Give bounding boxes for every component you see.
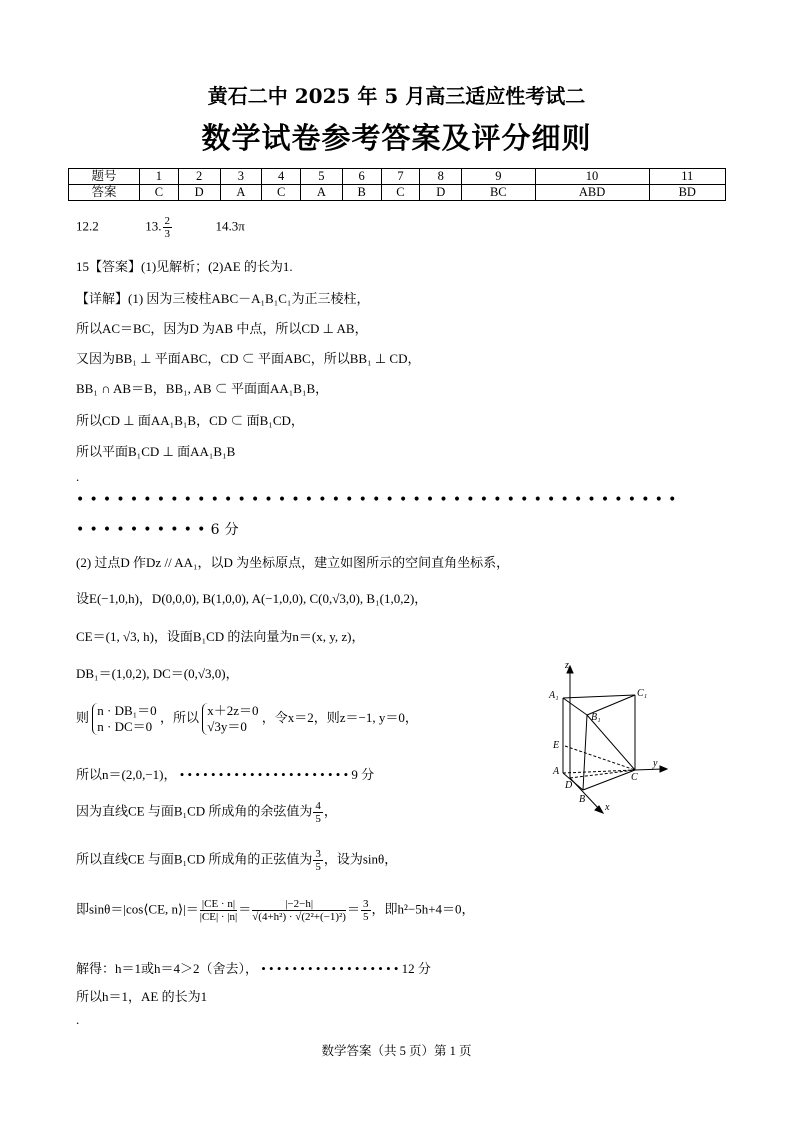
solution-line: . [76,469,80,484]
solution-line: CE＝(1, √3, h)，设面B₁CD 的法向量为n＝(x, y, z)， [76,629,365,644]
solution-line-system: 则 n · DB₁＝0 n · DC＝0 ，所以 x＋2z＝0 √3y＝0 ，令x＝2，则z＝−1, y＝0， [76,703,418,734]
page-subtitle: 数学试卷参考答案及评分细则 [201,121,592,155]
fill-in-answers [76,215,245,240]
answer-table-row-answers [69,185,726,201]
table-cell: BC [462,185,536,201]
solution-line: 所以CD ⊥ 面AA₁B₁B，CD ⊂ 面B₁CD， [76,413,304,428]
solution-line: 因为直线CE 与面B₁CD 所成角的余弦值为 $\frac{4}{5}$ ， [76,800,337,825]
figure-label: A [553,766,560,777]
figure-label: y [653,758,658,769]
table-cell: C [262,185,301,201]
table-cell: A [220,185,262,201]
figure-label: D [565,780,573,791]
solution-line: 设E(−1,0,h)，D(0,0,0), B(1,0,0), A(−1,0,0), C(0,√3,0), B₁(1,0,2)， [76,591,428,606]
table-cell: BD [649,185,726,201]
solution-line-9: 所以n＝(2,0,−1)， • • • • • • • • • • • • • • • • • • • • • • 9 分 [76,767,375,782]
solution-line: 所以AC＝BC，因为D 为AB 中点，所以CD ⊥ AB， [76,321,368,336]
table-cell: 8 [420,169,462,185]
table-cell: 11 [649,169,726,185]
page-title: 黄石二中 2025 年 5 月高三适应性考试二 [207,84,586,108]
solution-line: 所以直线CE 与面B₁CD 所成角的正弦值为 $\frac{3}{5}$ ，设为sinθ， [76,848,398,873]
score-dots-6: ••••••••••6分 [76,522,244,538]
table-cell: 3 [220,169,262,185]
solution-line: (2) 过点D 作Dz // AA₁，以D 为坐标原点，建立如图所示的空间直角坐标系， [76,555,510,570]
solution-line: 15【答案】(1)见解析；(2)AE 的长为1. [76,259,293,274]
figure-label: A₁ [549,690,559,701]
table-cell: 5 [301,169,343,185]
figure-label: C₁ [637,688,648,699]
table-cell: 1 [140,169,179,185]
table-cell: B [342,185,381,201]
figure-label: x [605,802,610,813]
answer-table [68,168,726,201]
solution-line: 所以h＝1，AE 的长为1 [76,989,208,1004]
table-header-answer: 答案 [69,185,140,201]
equation-system: x＋2z＝0 √3y＝0 [202,703,258,735]
figure-label: B [579,794,586,805]
solution-line: . [76,1012,80,1027]
q13-fraction: $\frac{2}{3}$ [164,215,170,240]
table-cell: 6 [342,169,381,185]
page-footer: 数学答案（共 5 页）第 1 页 [321,1044,472,1058]
table-cell: D [178,185,220,201]
q14-answer: 14.3π [215,218,245,234]
answer-table-row-numbers [69,169,726,185]
q13-prefix: 13. [145,218,162,234]
table-cell: 2 [178,169,220,185]
table-cell: 9 [462,169,536,185]
solution-line-12: 解得：h＝1或h＝4＞2（舍去）， • • • • • • • • • • • • • • • • • • 12 分 [76,961,431,976]
solution-line: BB₁ ∩ AB＝B，BB₁, AB ⊂ 平面面AA₁B₁B， [76,381,329,396]
solution-line: 【详解】(1) 因为三棱柱ABC－A₁B₁C₁为正三棱柱， [76,291,370,306]
score-dots: ••••••••••••••••••••••••••••••••••••••••••••• [76,492,682,508]
prism-coordinate-figure [535,658,675,818]
figure-label: B₁ [591,712,601,723]
figure-label: E [553,740,560,751]
solution-line: 又因为BB₁ ⊥ 平面ABC，CD ⊂ 平面ABC，所以BB₁ ⊥ CD， [76,351,421,366]
table-cell: 10 [535,169,649,185]
figure-label: C [631,772,638,783]
table-cell: C [140,185,179,201]
q12-answer: 12.2 [76,218,99,234]
table-cell: ABD [535,185,649,201]
table-cell: 7 [381,169,420,185]
table-cell: D [420,185,462,201]
table-header-number: 题号 [69,169,140,185]
table-cell: C [381,185,420,201]
solution-line: 所以平面B₁CD ⊥ 面AA₁B₁B [76,444,236,459]
figure-label: z [565,660,569,671]
solution-line: DB₁＝(1,0,2), DC＝(0,√3,0)， [76,666,239,681]
equation-system: n · DB₁＝0 n · DC＝0 [92,703,156,735]
table-cell: A [301,185,343,201]
solution-line-formula: 即sinθ＝|cos⟨CE, n⟩|＝ $\frac{|CE \cdot n|}{|CE| \cdot |n|}$ ＝ $\frac{|-2-h|}{\text{√(4+h²) · √(2²+(−1)²)}}$ ＝ $\frac{3}{5}$ ，即h²−5h+4＝0， [76,898,475,923]
table-cell: 4 [262,169,301,185]
